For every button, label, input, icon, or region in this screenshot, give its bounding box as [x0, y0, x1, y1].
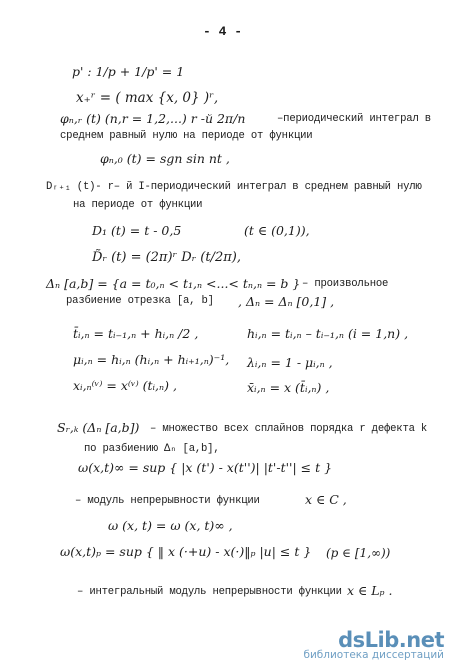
text-by-partition: по разбиению Δₙ [a,b], [84, 443, 220, 455]
formula-delta-n: , Δₙ = Δₙ [0,1] , [238, 294, 335, 309]
formula-omega-inf: ω(x,t)∞ = sup { |x (t') - x(t'')| |t'-t''| ≤ t } [78, 460, 333, 475]
formula-omega-equal: ω (x, t) = ω (x, t)∞ , [108, 518, 233, 533]
text-periodic-integral-1: –периодический интеграл в [277, 113, 431, 125]
formula-omega-p: ω(x,t)ₚ = sup { ‖ x (·+u) - x(·)‖ₚ |u| ≤ t } [60, 544, 312, 559]
formula-mu-in: μᵢ,ₙ = hᵢ,ₙ (hᵢ,ₙ + hᵢ₊₁,ₙ)⁻¹, [73, 352, 230, 367]
formula-x-in-Lp: x ∈ Lₚ . [347, 583, 393, 598]
formula-x-in-nu: xᵢ,ₙ⁽ᵛ⁾ = x⁽ᵛ⁾ (tᵢ,ₙ) , [73, 378, 177, 393]
formula-partition: Δₙ [a,b] = {a = t₀,ₙ < t₁,ₙ <...< tₙ,ₙ = b } [46, 276, 301, 291]
formula-t-bar: t̄ᵢ,ₙ = tᵢ₋₁,ₙ + hᵢ,ₙ /2 , [73, 326, 199, 341]
formula-x-in-C: x ∈ C , [305, 492, 347, 507]
text-integral-modulus: – интегральный модуль непрерывности функции [77, 586, 342, 598]
formula-phi-n0: φₙ,₀ (t) = sgn sin nt , [100, 151, 230, 166]
formula-D1: D₁ (t) = t - 0,5 [92, 223, 182, 238]
watermark-main-text: dsLib.net [338, 628, 444, 652]
text-D-r1-definition: Dᵣ₊₁ (t)- r– й I-периодический интеграл в среднем равный нулю [46, 181, 422, 193]
formula-D1-domain: (t ∈ (0,1)), [244, 223, 310, 238]
dslib-watermark-logo [303, 628, 444, 661]
text-spline-set: – множество всех сплайнов порядка r дефекта k [150, 423, 428, 435]
text-arbitrary: – произвольное [302, 278, 389, 290]
text-modulus-continuity: – модуль непрерывности функции [75, 495, 260, 507]
text-partition-segment: разбиение отрезка [a, b] [66, 295, 214, 307]
formula-phi-nr: φₙ,ᵣ (t) (n,r = 1,2,...) r -й 2π/n [60, 111, 246, 126]
formula-x-bar-in: x̄ᵢ,ₙ = x (t̄ᵢ,ₙ) , [247, 380, 330, 395]
page-number: - 4 - [203, 24, 243, 39]
formula-spline-set: Sᵣ,ₖ (Δₙ [a,b]) [57, 420, 140, 435]
formula-p-range: (p ∈ [1,∞)) [326, 546, 391, 560]
text-mean-zero-1: среднем равный нулю на периоде от функции [60, 130, 313, 142]
text-on-period: на периоде от функции [73, 199, 203, 211]
formula-p-conjugate: p' : 1/p + 1/p' = 1 [72, 64, 185, 79]
formula-D-tilde: D̃ᵣ (t) = (2π)ʳ Dᵣ (t/2π), [92, 250, 241, 265]
formula-x-plus-power: x₊ʳ = ( max {x, 0} )ʳ, [76, 90, 219, 106]
formula-h-in: hᵢ,ₙ = tᵢ,ₙ – tᵢ₋₁,ₙ (i = 1,n) , [247, 326, 409, 341]
formula-lambda-in: λᵢ,ₙ = 1 - μᵢ,ₙ , [247, 355, 333, 370]
watermark-sub-text: библиотека диссертаций [303, 649, 444, 661]
